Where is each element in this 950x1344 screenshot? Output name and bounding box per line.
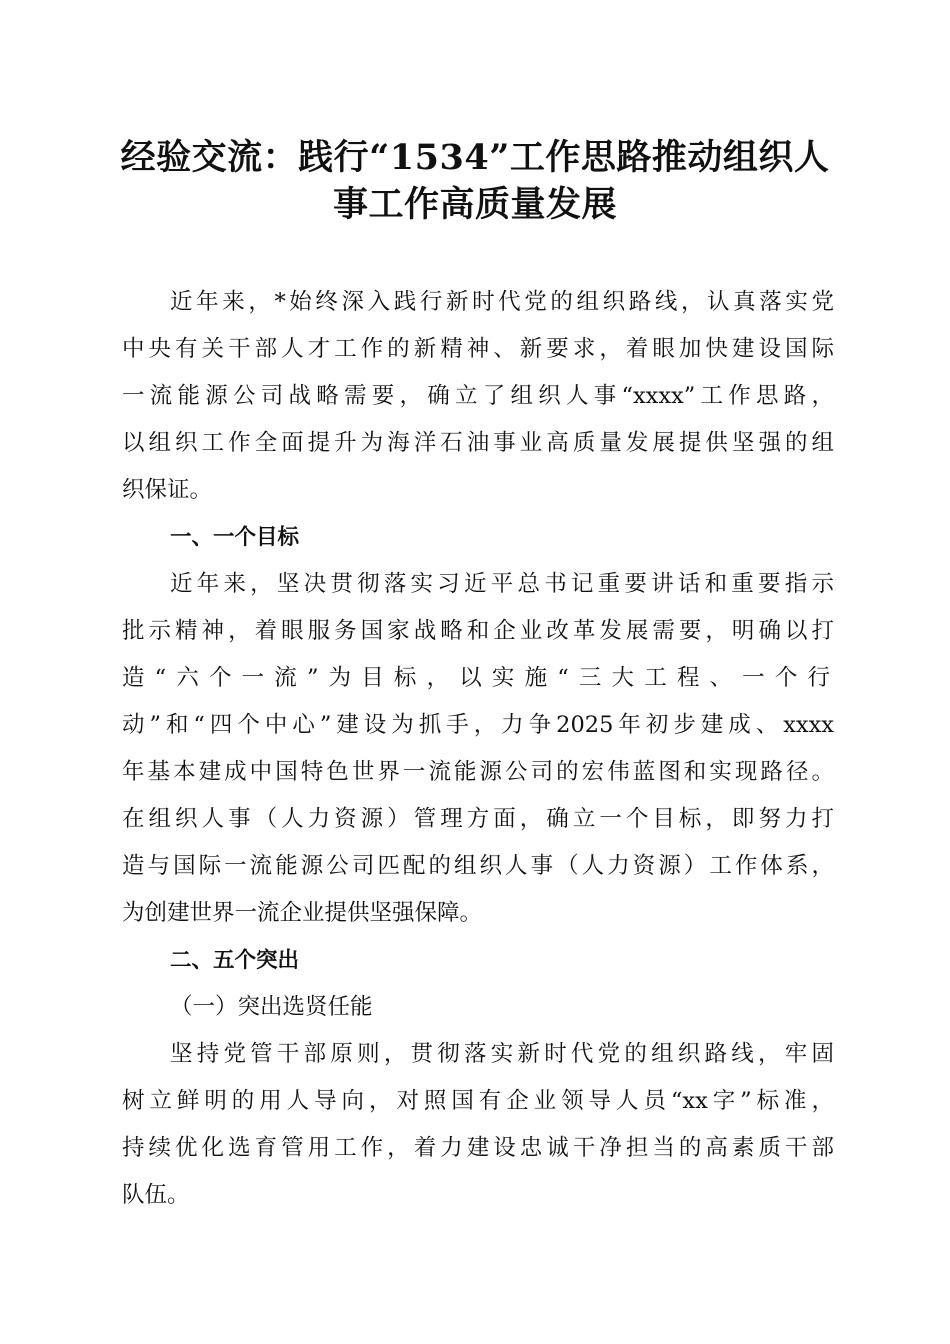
paragraph-line: 以组织工作全面提升为海洋石油事业高质量发展提供坚强的组 [122, 430, 834, 456]
paragraph-line: 批示精神，着眼服务国家战略和企业改革发展需要，明确以打 [122, 618, 834, 644]
paragraph-line: 近年来，*始终深入践行新时代党的组织路线，认真落实党 [170, 289, 834, 315]
paragraph-line: 一流能源公司战略需要，确立了组织人事“xxxx”工作思路， [122, 383, 834, 409]
paragraph-line: 持续优化选育管用工作，着力建设忠诚干净担当的高素质干部 [122, 1135, 834, 1161]
title-line-1: 经验交流：践行“1534”工作思路推动组织人 [120, 137, 830, 178]
section-heading: 二、五个突出 [170, 948, 300, 973]
paragraph-line: 造“六个一流”为目标，以实施“三大工程、一个行 [122, 665, 834, 691]
document-body [122, 279, 834, 1219]
subsection-heading: （一）突出选贤任能 [170, 994, 373, 1020]
paragraph-line: 近年来，坚决贯彻落实习近平总书记重要讲话和重要指示 [170, 571, 834, 597]
title-line-2: 事工作高质量发展 [332, 184, 617, 225]
paragraph-line: 在组织人事（人力资源）管理方面，确立一个目标，即努力打 [122, 806, 834, 832]
paragraph-line: 中央有关干部人才工作的新精神、新要求，着眼加快建设国际 [122, 336, 834, 362]
paragraph-line: 树立鲜明的用人导向，对照国有企业领导人员“xx字”标准， [122, 1088, 834, 1114]
document-title [100, 134, 850, 228]
paragraph-line: 造与国际一流能源公司匹配的组织人事（人力资源）工作体系， [122, 853, 834, 879]
paragraph-line: 坚持党管干部原则，贯彻落实新时代党的组织路线，牢固 [170, 1041, 834, 1067]
paragraph-line: 年基本建成中国特色世界一流能源公司的宏伟蓝图和实现路径。 [122, 759, 834, 785]
paragraph-line: 为创建世界一流企业提供坚强保障。 [122, 900, 483, 926]
section-heading: 一、一个目标 [170, 525, 300, 550]
paragraph-line: 队伍。 [122, 1182, 190, 1208]
paragraph-line: 织保证。 [122, 477, 213, 503]
paragraph-line: 动”和“四个中心”建设为抓手，力争2025年初步建成、xxxx [122, 712, 834, 738]
